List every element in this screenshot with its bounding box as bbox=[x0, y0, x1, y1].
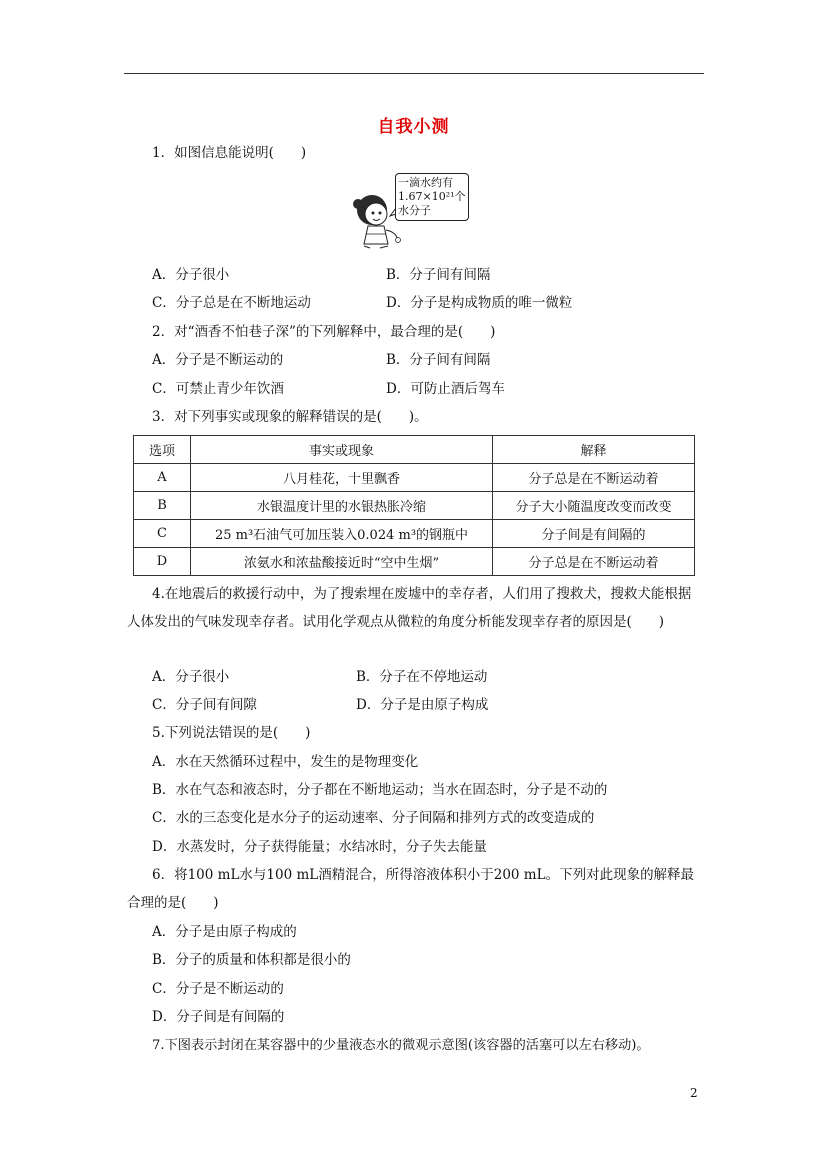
question-4-option-d: D．分子是由原子构成 bbox=[356, 697, 489, 713]
page-title: 自我小测 bbox=[377, 117, 450, 137]
table-cell: B bbox=[134, 492, 191, 520]
header-rule bbox=[124, 73, 704, 74]
question-4-option-a: A．分子很小 bbox=[152, 669, 230, 685]
table-header-cell: 事实或现象 bbox=[191, 436, 493, 464]
table-cell: 八月桂花，十里飘香 bbox=[191, 464, 493, 492]
table-cell: 分子总是在不断运动着 bbox=[493, 464, 695, 492]
question-2-stem: 2．对“酒香不怕巷子深”的下列解释中，最合理的是( ) bbox=[152, 324, 496, 340]
table-cell: D bbox=[134, 548, 191, 576]
question-1-option-b: B．分子间有间隔 bbox=[386, 267, 491, 283]
question-2-option-a: A．分子是不断运动的 bbox=[152, 352, 284, 368]
table-row bbox=[134, 492, 695, 520]
table-cell: 水银温度计里的水银热胀冷缩 bbox=[191, 492, 493, 520]
table-header-cell: 选项 bbox=[134, 436, 191, 464]
question-5-stem: 5.下列说法错误的是( ) bbox=[152, 725, 311, 741]
question-5-option-b: B．水在气态和液态时，分子都在不断地运动；当水在固态时，分子是不动的 bbox=[152, 782, 608, 798]
question-5-option-a: A．水在天然循环过程中，发生的是物理变化 bbox=[152, 754, 419, 770]
question-1-option-c: C．分子总是在不断地运动 bbox=[152, 295, 311, 311]
table-cell: 浓氨水和浓盐酸接近时“空中生烟” bbox=[191, 548, 493, 576]
bubble-text-line: 1.67×10²¹个 bbox=[398, 190, 466, 203]
question-2-option-c: C．可禁止青少年饮酒 bbox=[152, 381, 284, 397]
question-4-option-c: C．分子间有间隙 bbox=[152, 697, 257, 713]
table-cell: 分子总是在不断运动着 bbox=[493, 548, 695, 576]
table-row bbox=[134, 548, 695, 576]
question-1-stem: 1．如图信息能说明( ) bbox=[152, 145, 307, 161]
bubble-text-line: 一滴水约有 bbox=[398, 176, 453, 189]
question-5-option-d: D．水蒸发时，分子获得能量；水结冰时，分子失去能量 bbox=[152, 839, 487, 855]
question-5-option-c: C．水的三态变化是水分子的运动速率、分子间隔和排列方式的改变造成的 bbox=[152, 810, 595, 826]
table-row bbox=[134, 520, 695, 548]
bubble-text-line: 水分子 bbox=[398, 204, 431, 217]
page-number: 2 bbox=[690, 1086, 698, 1100]
question-7-stem: 7.下图表示封闭在某容器中的少量液态水的微观示意图(该容器的活塞可以左右移动)。 bbox=[152, 1038, 650, 1053]
question-2-option-b: B．分子间有间隔 bbox=[386, 352, 491, 368]
table-cell: 分子间是有间隔的 bbox=[493, 520, 695, 548]
table-cell: A bbox=[134, 464, 191, 492]
question-4-option-b: B．分子在不停地运动 bbox=[356, 669, 488, 685]
question-3-table bbox=[133, 435, 695, 576]
question-6-stem: 6．将100 mL水与100 mL酒精混合，所得溶液体积小于200 mL。下列对此现象的解释最合理的是( ) bbox=[127, 867, 695, 911]
question-6-option-b: B．分子的质量和体积都是很小的 bbox=[152, 952, 351, 968]
question-3-stem: 3．对下列事实或现象的解释错误的是( )。 bbox=[152, 409, 428, 425]
question-6-option-d: D．分子间是有间隔的 bbox=[152, 1009, 285, 1025]
question-1-option-d: D．分子是构成物质的唯一微粒 bbox=[386, 295, 573, 311]
table-cell: 25 m³石油气可加压装入0.024 m³的钢瓶中 bbox=[191, 520, 493, 548]
table-cell: C bbox=[134, 520, 191, 548]
question-2-option-d: D．可防止酒后驾车 bbox=[386, 381, 505, 397]
question-1-option-a: A．分子很小 bbox=[152, 267, 230, 283]
question-6-option-a: A．分子是由原子构成的 bbox=[152, 924, 297, 940]
table-header-row bbox=[134, 436, 695, 464]
question-4-stem: 4.在地震后的救援行动中，为了搜索埋在废墟中的幸存者，人们用了搜救犬，搜救犬能根据人体发出的气味发现幸存者。试用化学观点从微粒的角度分析能发现幸存者的原因是( ) bbox=[127, 586, 692, 630]
table-header-cell: 解释 bbox=[493, 436, 695, 464]
table-cell: 分子大小随温度改变而改变 bbox=[493, 492, 695, 520]
table-row bbox=[134, 464, 695, 492]
question-6-option-c: C．分子是不断运动的 bbox=[152, 981, 284, 997]
